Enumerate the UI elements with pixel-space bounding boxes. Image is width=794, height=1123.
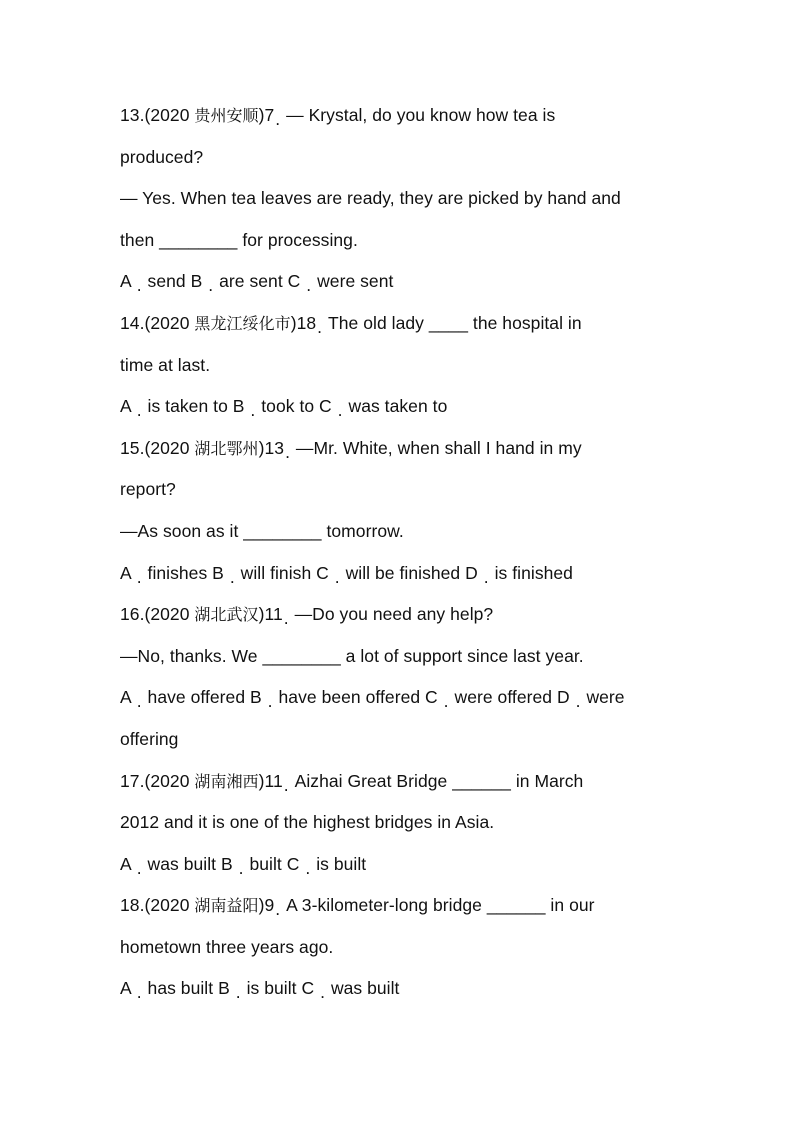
- option-c: were sent: [317, 271, 394, 292]
- question-text: — Krystal, do you know how tea is: [286, 105, 556, 125]
- dot-separator: .: [483, 566, 489, 587]
- option-letter: A: [120, 562, 131, 583]
- option-letter: A: [120, 853, 131, 874]
- question-number: 18.(2020: [120, 895, 195, 916]
- question-16-dialog: —No, thanks. We ________ a lot of support since last year.: [120, 645, 584, 666]
- dot-separator: .: [575, 691, 581, 712]
- question-source: 湖南湘西: [194, 771, 259, 791]
- question-text: —Mr. White, when shall I hand in my: [295, 437, 582, 458]
- dot-separator: .: [208, 275, 214, 296]
- option-c: will be finished D: [345, 562, 478, 583]
- option-a: finishes B: [147, 562, 224, 583]
- dot-separator: .: [229, 566, 235, 587]
- dot-separator: .: [238, 857, 244, 878]
- option-c: was built: [330, 978, 400, 999]
- dot-separator: .: [235, 982, 241, 1003]
- question-source-number: )18: [290, 312, 317, 333]
- question-source-number: )11: [258, 604, 283, 625]
- question-16-stem: [120, 594, 720, 636]
- option-a: is taken to B: [147, 396, 245, 417]
- option-b: are sent C: [219, 271, 301, 292]
- question-source: 湖北武汉: [194, 605, 259, 625]
- question-source: 湖北鄂州: [194, 438, 259, 458]
- dot-separator: .: [283, 608, 289, 629]
- option-d: is finished: [494, 562, 573, 583]
- question-source: 贵州安顺: [194, 106, 259, 125]
- question-source-number: )7: [258, 105, 275, 125]
- question-source: 黑龙江绥化市: [194, 313, 291, 333]
- dot-separator: .: [334, 566, 340, 587]
- dot-separator: .: [443, 691, 449, 712]
- option-letter: A: [120, 978, 131, 999]
- question-13-dialog: — Yes. When tea leaves are ready, they are picked by hand and: [120, 188, 621, 209]
- option-letter: A: [120, 396, 131, 417]
- question-15-stem: [120, 428, 720, 470]
- question-source-number: )13: [258, 437, 285, 458]
- question-17-options: [120, 844, 720, 886]
- dot-separator: .: [283, 774, 289, 795]
- option-letter: A: [120, 271, 131, 292]
- question-number: 13.(2020: [120, 105, 195, 125]
- question-text: —Do you need any help?: [294, 604, 494, 625]
- question-14-stem: [120, 303, 720, 345]
- option-b: built C: [249, 853, 300, 874]
- question-15-options: [120, 553, 720, 595]
- option-c: was taken to: [348, 396, 448, 417]
- dot-separator: .: [250, 400, 256, 421]
- dot-separator: .: [275, 109, 281, 129]
- question-14-stem-cont: time at last.: [120, 354, 211, 375]
- dot-separator: .: [285, 441, 290, 462]
- option-a: send B: [147, 271, 203, 292]
- dot-separator: .: [136, 982, 142, 1003]
- question-source-number: )9: [258, 895, 275, 916]
- question-18-options: [120, 968, 720, 1010]
- option-letter: A: [120, 687, 131, 708]
- dot-separator: .: [136, 857, 142, 878]
- dot-separator: .: [267, 691, 273, 712]
- option-c: is built: [316, 853, 367, 874]
- question-source-number: )11: [258, 770, 283, 791]
- option-b: will finish C: [240, 562, 329, 583]
- option-b: took to C: [261, 396, 332, 417]
- question-number: 16.(2020: [120, 604, 195, 625]
- document-page: [120, 95, 720, 1010]
- dot-separator: .: [305, 857, 311, 878]
- question-16-options: [120, 677, 720, 719]
- question-number: 14.(2020: [120, 312, 195, 333]
- dot-separator: .: [275, 899, 281, 920]
- question-15-dialog: —As soon as it ________ tomorrow.: [120, 520, 404, 541]
- question-14-options: [120, 386, 720, 428]
- question-13-stem: [120, 95, 720, 137]
- question-source: 湖南益阳: [194, 896, 259, 916]
- question-16-options-cont: offering: [120, 728, 179, 749]
- question-number: 17.(2020: [120, 770, 195, 791]
- dot-separator: .: [337, 400, 343, 421]
- option-b: have been offered C: [278, 687, 438, 708]
- dot-separator: .: [136, 691, 142, 712]
- option-a: was built B: [147, 853, 233, 874]
- option-a: have offered B: [147, 687, 262, 708]
- dot-separator: .: [317, 316, 323, 337]
- dot-separator: .: [136, 566, 142, 587]
- option-b: is built C: [246, 978, 315, 999]
- dot-separator: .: [136, 275, 142, 296]
- question-text: The old lady ____ the hospital in: [328, 312, 582, 333]
- question-13-dialog-cont: then ________ for processing.: [120, 229, 358, 250]
- question-13-options: [120, 261, 720, 303]
- question-number: 15.(2020: [120, 437, 195, 458]
- option-d: were: [586, 687, 625, 708]
- dot-separator: .: [306, 275, 312, 296]
- dot-separator: .: [136, 400, 142, 421]
- question-text: A 3-kilometer-long bridge ______ in our: [286, 895, 595, 916]
- question-13-stem-cont: produced?: [120, 146, 204, 167]
- option-c: were offered D: [454, 687, 570, 708]
- question-17-stem: [120, 761, 720, 803]
- question-15-stem-cont: report?: [120, 479, 176, 500]
- question-text: Aizhai Great Bridge ______ in March: [294, 770, 584, 791]
- question-18-stem-cont: hometown three years ago.: [120, 936, 334, 957]
- option-a: has built B: [147, 978, 230, 999]
- question-17-stem-cont: 2012 and it is one of the highest bridges in Asia.: [120, 812, 495, 833]
- question-18-stem: [120, 885, 720, 927]
- dot-separator: .: [320, 982, 326, 1003]
